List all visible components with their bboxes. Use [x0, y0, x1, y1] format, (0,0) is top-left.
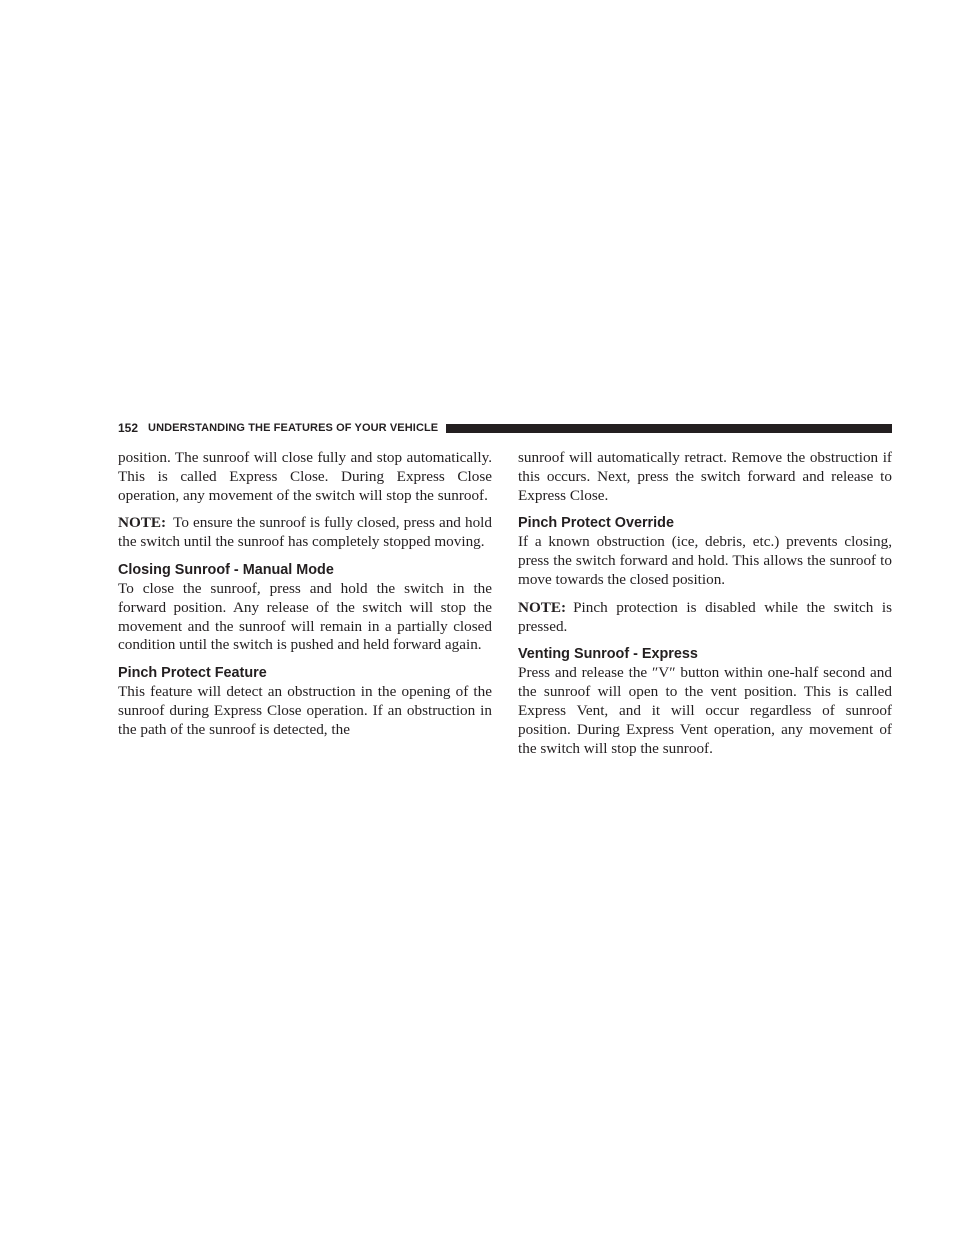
paragraph-manual-mode: To close the sunroof, press and hold the switch in the forward position. Any release of the switch will stop the movement and the sunroof will remain in a partially closed condition until the switch is pushed and held forward again. — [118, 579, 492, 654]
heading-pinch-protect: Pinch Protect Feature — [118, 665, 267, 682]
heading-pinch-override: Pinch Protect Override — [518, 515, 674, 532]
paragraph-retract: sunroof will automatically retract. Remove the obstruction if this occurs. Next, press the switch forward and release to Express Close. — [518, 449, 892, 504]
page-header — [118, 419, 892, 437]
note-label: NOTE: — [118, 514, 167, 532]
paragraph-pinch-override: If a known obstruction (ice, debris, etc.) prevents closing, press the switch forward and hold. This allows the sunroof to move towards the closed position. — [518, 533, 892, 588]
note-pinch-disabled — [518, 599, 892, 637]
header-rule — [446, 424, 892, 433]
heading-venting-express: Venting Sunroof - Express — [518, 646, 698, 663]
heading-manual-mode: Closing Sunroof - Manual Mode — [118, 561, 334, 578]
note-fully-closed — [118, 514, 492, 552]
paragraph-pinch-protect: This feature will detect an obstruction in the opening of the sunroof during Express Close operation. If an obstruction in the path of the sunroof is detected, the — [118, 683, 492, 738]
left-column — [118, 449, 492, 749]
note-text: Pinch protection is disabled while the switch is pressed. — [518, 598, 892, 635]
paragraph-express-close: position. The sunroof will close fully and stop automatically. This is called Express Close. During Express Close operation, any movement of the switch will stop the sunroof. — [118, 449, 492, 504]
running-title: UNDERSTANDING THE FEATURES OF YOUR VEHICLE — [148, 422, 439, 434]
note-label: NOTE: — [518, 598, 567, 616]
right-column — [518, 449, 892, 767]
paragraph-venting-express: Press and release the ″V″ button within one-half second and the sunroof will open to the vent position. This is called Express Vent, and it will occur regardless of sunroof position. During Express Vent operation, any movement of the switch will stop the sunroof. — [518, 664, 892, 757]
page-number: 152 — [118, 421, 139, 435]
note-text: To ensure the sunroof is fully closed, press and hold the switch until the sunroof has completely stopped moving. — [118, 514, 492, 551]
